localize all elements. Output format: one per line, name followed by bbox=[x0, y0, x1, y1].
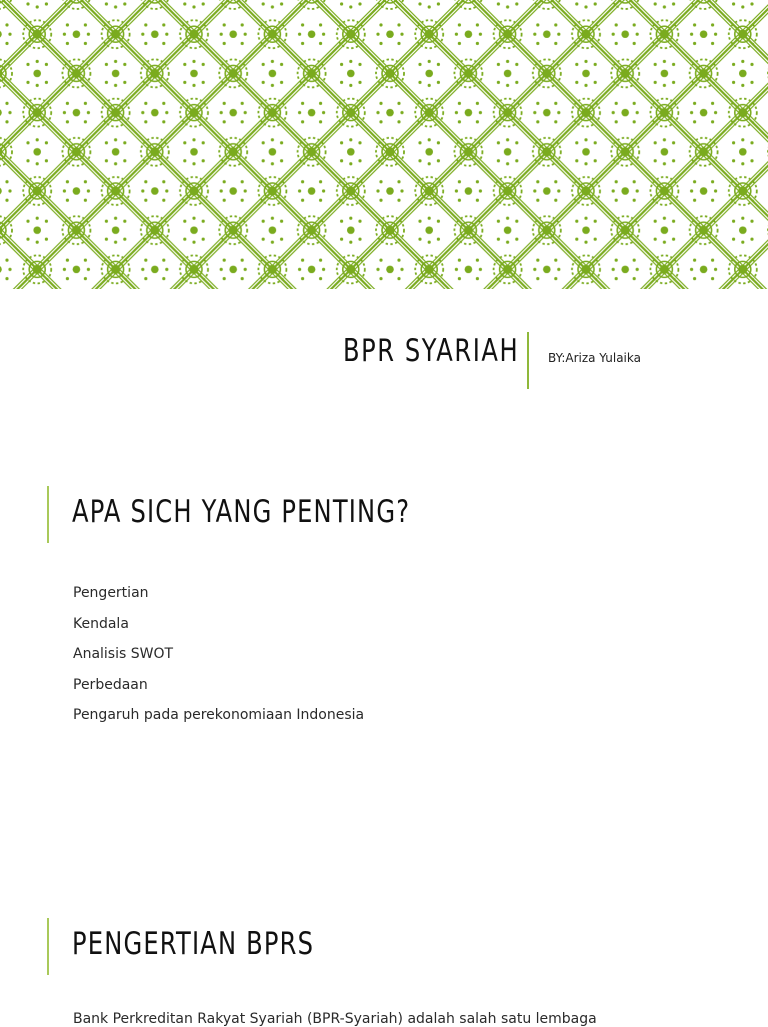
definition-body-text: Bank Perkreditan Rakyat Syariah (BPR-Syariah) adalah salah satu lembaga bbox=[73, 1011, 597, 1027]
agenda-item-analisis-swot: Analisis SWOT bbox=[73, 646, 174, 662]
agenda-list bbox=[73, 578, 364, 731]
definition-heading: PENGERTIAN BPRS bbox=[72, 926, 315, 962]
agenda-item-pengertian: Pengertian bbox=[73, 585, 149, 601]
title-divider bbox=[527, 332, 529, 389]
agenda-heading: APA SICH YANG PENTING? bbox=[72, 494, 411, 530]
agenda-accent-bar bbox=[47, 486, 49, 543]
pattern-graphic bbox=[0, 0, 768, 289]
decorative-pattern-banner bbox=[0, 0, 768, 289]
definition-accent-bar bbox=[47, 918, 49, 975]
agenda-item-perbedaan: Perbedaan bbox=[73, 676, 148, 693]
agenda-item-kendala: Kendala bbox=[73, 615, 129, 632]
presentation-title: BPR SYARIAH bbox=[343, 333, 520, 369]
agenda-item-pengaruh: Pengaruh pada perekonomiaan Indonesia bbox=[73, 707, 365, 723]
author-byline: BY:Ariza Yulaika bbox=[548, 351, 641, 365]
